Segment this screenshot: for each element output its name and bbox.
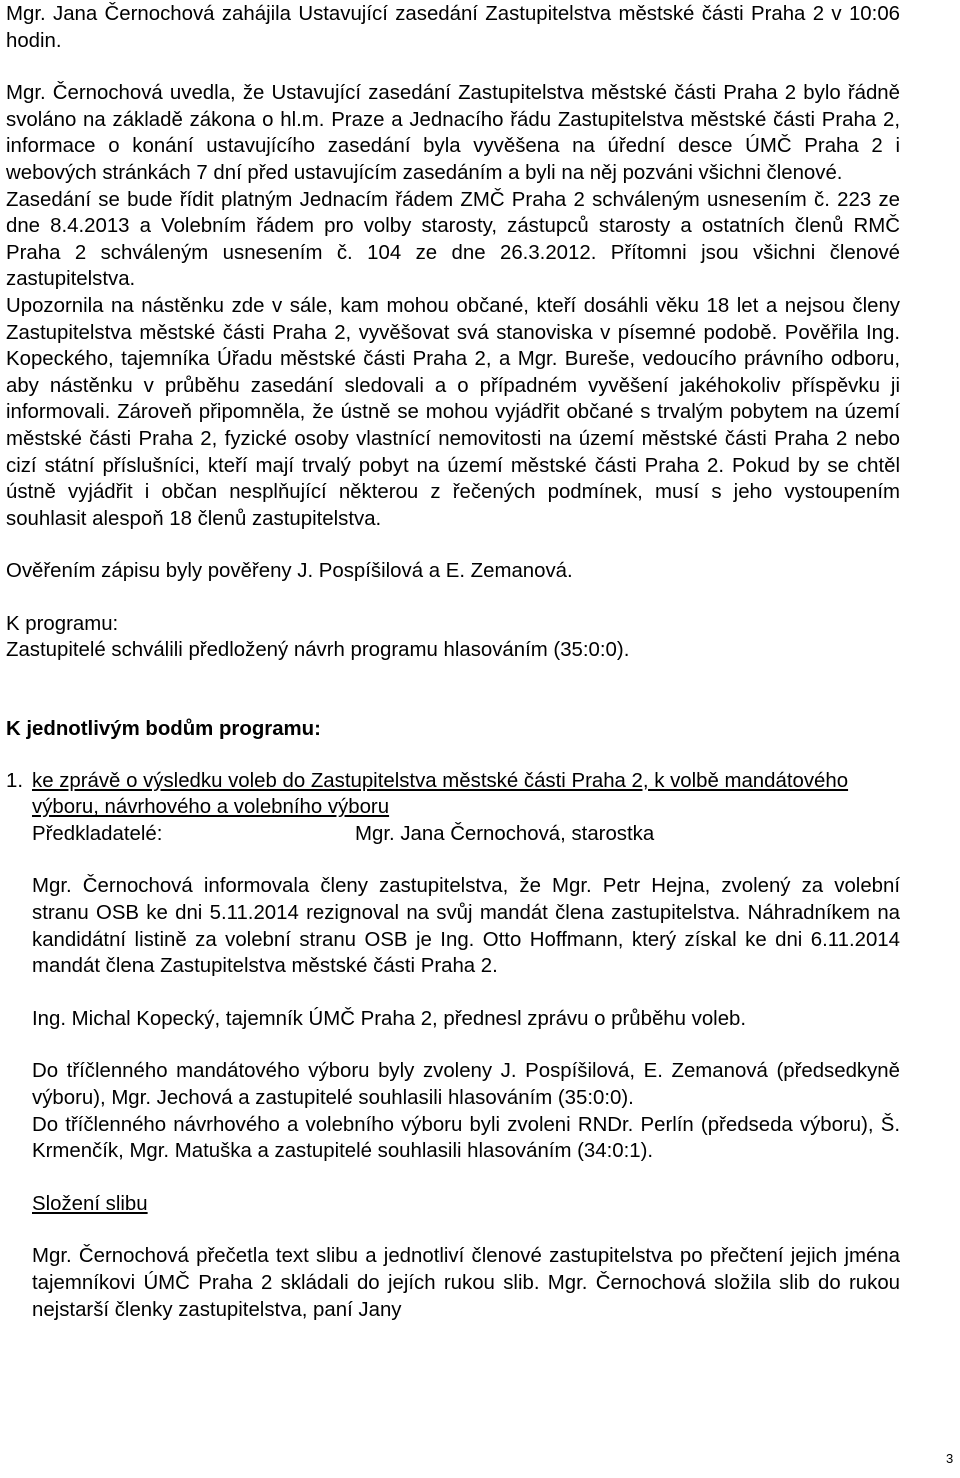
oath-subheading: Složení slibu bbox=[32, 1192, 148, 1215]
agenda-item-title: ke zprávě o výsledku voleb do Zastupitelstva městské části Praha 2, k volbě mandátového výboru, návrhového a volebního výboru bbox=[32, 769, 849, 819]
oath-paragraph: Mgr. Černochová přečetla text slibu a jednotliví členové zastupitelstva po přečtení jejich jména tajemníkovi ÚMČ Praha 2 skládali do jejích rukou slib. Mgr. Černochová složila slib do rukou nejstarší členky zastupitelstva, paní Jany bbox=[32, 1245, 900, 1321]
convocation-paragraph: Mgr. Černochová uvedla, že Ustavující zasedání Zastupitelstva městské části Praha 2 bylo řádně svoláno na základě zákona o hl.m. Praze a Jednacího řádu Zastupitelstva městské části Praha 2, informace o konání ustavujícího zasedání byla vyvěšena na úřední desce ÚMČ Praha 2 i webových stránkách 7 dní před ustavujícím zasedáním a byli na něj pozváni všichni členové. bbox=[6, 82, 900, 184]
verification-paragraph: Ověřením zápisu byly pověřeny J. Pospíšilová a E. Zemanová. bbox=[6, 560, 573, 583]
page-number: 3 bbox=[946, 1451, 954, 1466]
presenter-name: Mgr. Jana Černochová, starostka bbox=[355, 822, 655, 845]
program-heading: K programu: bbox=[6, 612, 119, 635]
presenter-row bbox=[32, 821, 900, 848]
agenda-item-number: 1. bbox=[6, 769, 24, 792]
resignation-paragraph: Mgr. Černochová informovala členy zastupitelstva, že Mgr. Petr Hejna, zvolený za volební stranu OSB ke dni 5.11.2014 rezignoval na svůj mandát člena zastupitelstva. Náhradníkem na kandidátní listině za volební stranu OSB je Ing. Otto Hoffmann, který získal ke dni 6.11.2014 mandát člena Zastupitelstva městské části Praha 2. bbox=[32, 875, 900, 978]
noticeboard-paragraph: Upozornila na nástěnku zde v sále, kam mohou občané, kteří dosáhli věku 18 let a nejsou členy Zastupitelstva městské části Praha 2, vyvěšovat svá stanoviska v písemné podobě. Pověřila Ing. Kopeckého, tajemníka Úřadu městské části Praha 2, a Mgr. Bureše, vedoucího právního odboru, aby nástěnku v průběhu zasedání sledovali a o případném vyvěšení jakéhokoliv příspěvku ji informovali. Zároveň připomněla, že ústně se mohou vyjádřit občané s trvalým pobytem na území městské části Praha 2, fyzické osoby vlastnící nemovitosti na území městské části Praha 2 nebo cizí státní příslušníci, kteří mají trvalý pobyt na území městské části Praha 2. Pokud by se chtěl ústně vyjádřit i občan nesplňující některou z řečených podmínek, musí s jeho vystoupením souhlasit alespoň 18 členů zastupitelstva. bbox=[6, 294, 900, 530]
program-approval-text: Zastupitelé schválili předložený návrh programu hlasováním (35:0:0). bbox=[6, 639, 630, 662]
mandate-committee-paragraph: Do tříčlenného mandátového výboru byly zvoleny J. Pospíšilová, E. Zemanová (předsedkyně výboru), Mgr. Jechová a zastupitelé souhlasili hlasováním (35:0:0). bbox=[32, 1060, 900, 1109]
presenter-label: Předkladatelé: bbox=[32, 822, 163, 845]
document-page bbox=[6, 0, 900, 1323]
opening-paragraph: Mgr. Jana Černochová zahájila Ustavující zasedání Zastupitelstva městské části Praha 2 v 10:06 hodin. bbox=[6, 3, 900, 52]
proposal-committee-paragraph: Do tříčlenného návrhového a volebního výboru byli zvoleni RNDr. Perlín (předseda výboru), Š. Krmenčík, Mgr. Matuška a zastupitelé souhlasili hlasováním (34:0:1). bbox=[32, 1113, 900, 1163]
election-report-paragraph: Ing. Michal Kopecký, tajemník ÚMČ Praha 2, přednesl zprávu o průběhu voleb. bbox=[32, 1007, 747, 1030]
points-heading: K jednotlivým bodům programu: bbox=[6, 718, 321, 741]
agenda-item-1 bbox=[6, 768, 900, 1324]
agenda-item-body bbox=[32, 768, 900, 1324]
rules-paragraph: Zasedání se bude řídit platným Jednacím řádem ZMČ Praha 2 schváleným usnesením č. 223 ze dne 8.4.2013 a Volebním řádem pro volby starosty, zástupců starosty a ostatních členů RMČ Praha 2 schváleným usnesením č. 104 ze dne 26.3.2012. Přítomni jsou všichni členové zastupitelstva. bbox=[6, 188, 900, 291]
